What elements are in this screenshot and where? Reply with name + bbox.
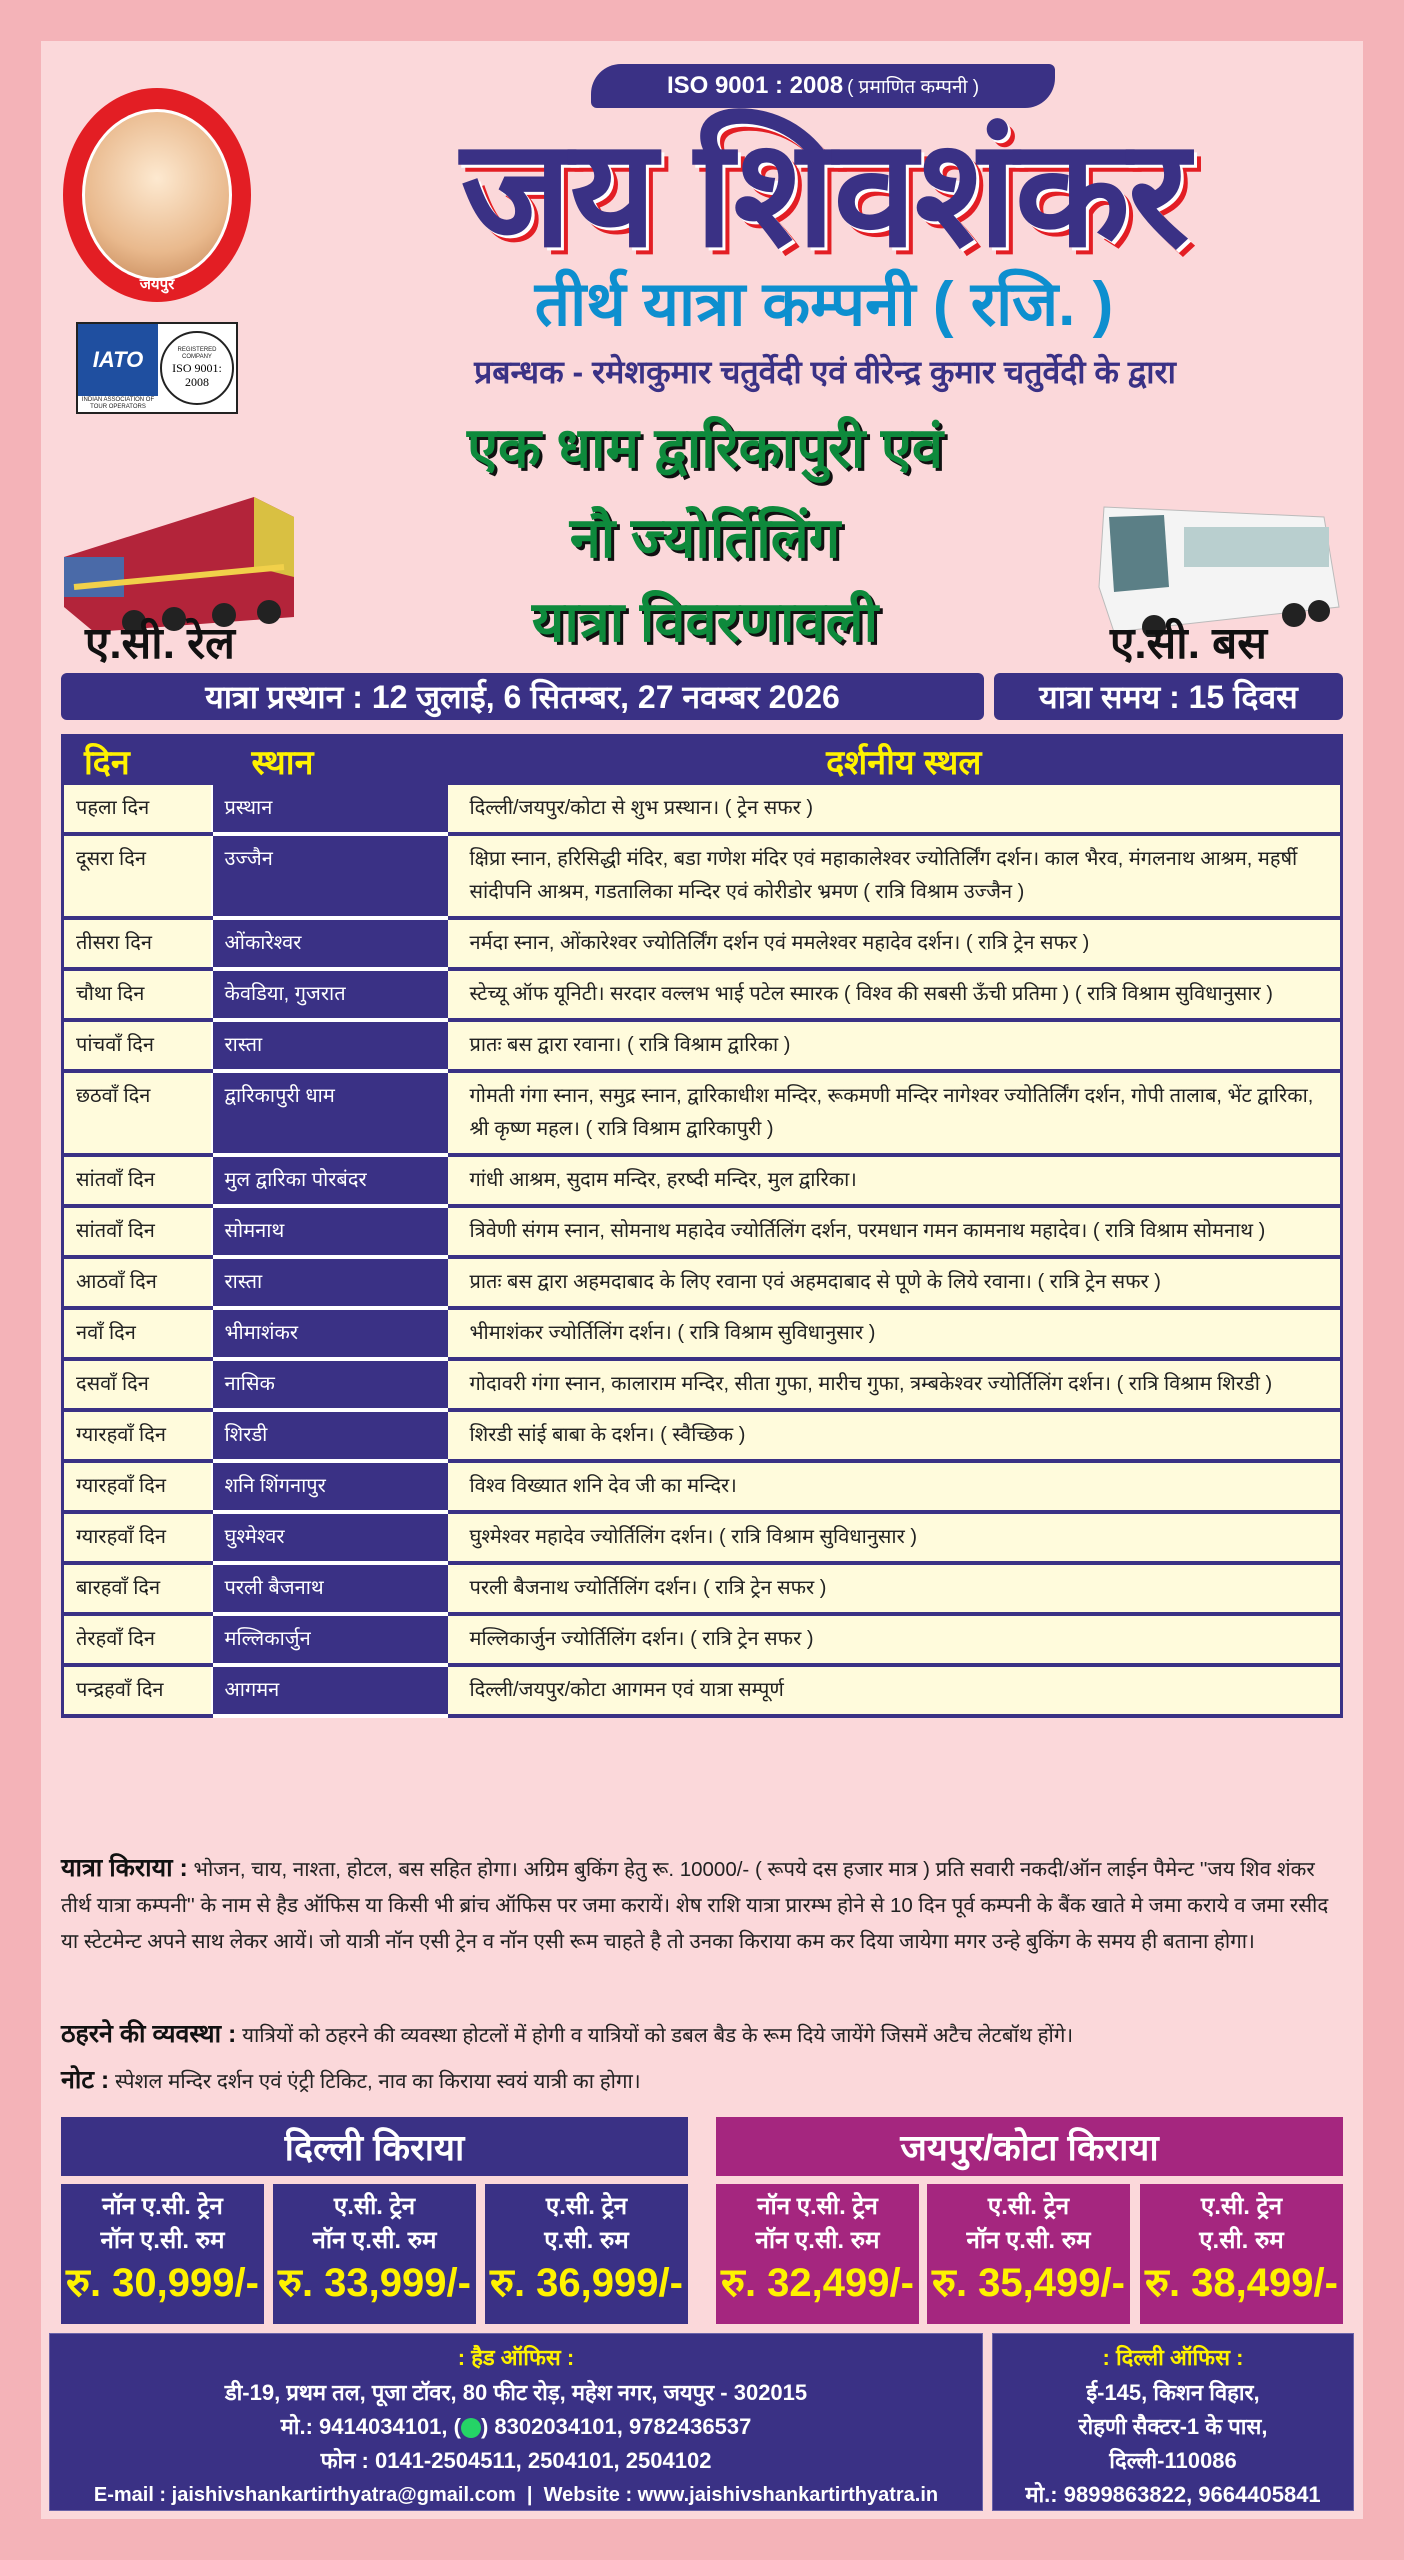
fare-room-type: नॉन ए.सी. रुम [312, 2227, 437, 2254]
place-cell: रास्ता [212, 1257, 448, 1308]
fare-train-type: ए.सी. ट्रेन [987, 2193, 1070, 2220]
place-cell: नासिक [212, 1359, 448, 1410]
jaipur-fare-option [716, 2184, 919, 2324]
delhi-office [992, 2333, 1354, 2511]
place-cell: प्रस्थान [212, 785, 448, 834]
fare-price: रु. 36,999/- [490, 2261, 683, 2305]
place-cell: सोमनाथ [212, 1206, 448, 1257]
sights-cell: प्रातः बस द्वारा रवाना। ( रात्रि विश्राम द्वारिका ) [448, 1020, 1342, 1071]
table-row [63, 1665, 1342, 1716]
iso-badge [591, 64, 1055, 108]
iso-text: ISO 9001 : 2008 [666, 72, 844, 99]
place-cell: भीमाशंकर [212, 1308, 448, 1359]
col-sights: दर्शनीय स्थल [448, 736, 1342, 785]
place-cell: रास्ता [212, 1020, 448, 1071]
heading-line-3: यात्रा विवरणावली [531, 590, 879, 653]
sights-cell: मल्लिकार्जुन ज्योर्तिलिंग दर्शन। ( रात्रि ट्रेन सफर ) [448, 1614, 1342, 1665]
head-office-address: डी-19, प्रथम तल, पूजा टॉवर, 80 फीट रोड़, महेश नगर, जयपुर - 302015 [224, 2380, 808, 2405]
table-row [63, 1461, 1342, 1512]
fare-train-type: ए.सी. ट्रेन [545, 2193, 628, 2220]
fare-train-type: ए.सी. ट्रेन [333, 2193, 416, 2220]
company-logo [63, 88, 251, 302]
day-cell: ग्यारहवाँ दिन [63, 1512, 212, 1563]
place-cell: मल्लिकार्जुन [212, 1614, 448, 1665]
fare-train-type: ए.सी. ट्रेन [1200, 2193, 1283, 2220]
table-row [63, 1359, 1342, 1410]
sights-cell: घुश्मेश्वर महादेव ज्योर्तिलिंग दर्शन। ( रात्रि विश्राम सुविधानुसार ) [448, 1512, 1342, 1563]
place-cell: ओंकारेश्वर [212, 918, 448, 969]
fare-room-type: नॉन ए.सी. रुम [966, 2227, 1091, 2254]
train-icon [54, 487, 314, 637]
delhi-address-1: ई-145, किशन विहार, [1086, 2380, 1260, 2405]
delhi-fare-option [485, 2184, 688, 2324]
delhi-fare-option [61, 2184, 264, 2324]
day-cell: ग्यारहवाँ दिन [63, 1410, 212, 1461]
table-row [63, 1257, 1342, 1308]
fare-room-type: ए.सी. रुम [544, 2227, 629, 2254]
sights-cell: भीमाशंकर ज्योर्तिलिंग दर्शन। ( रात्रि विश्राम सुविधानुसार ) [448, 1308, 1342, 1359]
fare-price: रु. 30,999/- [66, 2261, 259, 2305]
day-cell: ग्यारहवाँ दिन [63, 1461, 212, 1512]
fare-price: रु. 35,499/- [932, 2261, 1125, 2305]
sights-cell: क्षिप्रा स्नान, हरिसिद्धी मंदिर, बडा गणेश मंदिर एवं महाकालेश्वर ज्योतिर्लिंग दर्शन। काल भैरव, मंगलनाथ आश्रम, महर्षी सांदीपनि आश्रम, गडतालिका मन्दिर एवं कोरीडोर भ्रमण ( रात्रि विश्राम उज्जैन ) [448, 834, 1342, 918]
day-cell: दसवाँ दिन [63, 1359, 212, 1410]
sights-cell: दिल्ली/जयपुर/कोटा आगमन एवं यात्रा सम्पूर्ण [448, 1665, 1342, 1716]
sights-cell: नर्मदा स्नान, ओंकारेश्वर ज्योतिर्लिंग दर्शन एवं ममलेश्वर महादेव दर्शन। ( रात्रि ट्रेन सफर ) [448, 918, 1342, 969]
sights-cell: गोमती गंगा स्नान, समुद्र स्नान, द्वारिकाधीश मन्दिर, रूकमणी मन्दिर नागेश्वर ज्योतिर्लिंग दर्शन, गोपी तालाब, भेंट द्वारिका, श्री कृष्ण महल। ( रात्रि विश्राम द्वारिकापुरी ) [448, 1071, 1342, 1155]
day-cell: पहला दिन [63, 785, 212, 834]
deity-image [82, 109, 232, 281]
place-cell: आगमन [212, 1665, 448, 1716]
day-cell: तीसरा दिन [63, 918, 212, 969]
table-row [63, 1071, 1342, 1155]
fare-price: रु. 32,499/- [721, 2261, 914, 2305]
place-cell: शिरडी [212, 1410, 448, 1461]
fare-room-type: ए.सी. रुम [1199, 2227, 1284, 2254]
note-paragraph [61, 2062, 1343, 2100]
day-cell: सांतवाँ दिन [63, 1155, 212, 1206]
manager-line: प्रबन्धक - रमेशकुमार चतुर्वेदी एवं वीरेन्द्र कुमार चतुर्वेदी के द्वारा [474, 354, 1176, 390]
day-cell: पांचवाँ दिन [63, 1020, 212, 1071]
sights-cell: त्रिवेणी संगम स्नान, सोमनाथ महादेव ज्योर्तिलिंग दर्शन, परमधान गमन कामनाथ महादेव। ( रात्रि विश्राम सोमनाथ ) [448, 1206, 1342, 1257]
head-office-phone: फोन : 0141-2504511, 2504101, 2504102 [320, 2448, 712, 2473]
col-place: स्थान [212, 736, 448, 785]
fare-price: रु. 33,999/- [278, 2261, 471, 2305]
day-cell: छठवाँ दिन [63, 1071, 212, 1155]
sights-cell: परली बैजनाथ ज्योर्तिलिंग दर्शन। ( रात्रि ट्रेन सफर ) [448, 1563, 1342, 1614]
sights-cell: स्टेच्यू ऑफ यूनिटी। सरदार वल्लभ भाई पटेल स्मारक ( विश्व की सबसी ऊँची प्रतिमा ) ( रात्रि विश्राम सुविधानुसार ) [448, 969, 1342, 1020]
logo-city: जयपुर [139, 276, 175, 293]
company-title: जय शिवशंकर [460, 109, 1188, 277]
note-label: नोट : [61, 2066, 110, 2094]
email-link[interactable]: E-mail : jaishivshankartirthyatra@gmail.com [93, 2484, 516, 2506]
day-cell: आठवाँ दिन [63, 1257, 212, 1308]
delhi-mobile: मो.: 9899863822, 9664405841 [1025, 2482, 1321, 2507]
fare-label: यात्रा किराया : [61, 1854, 188, 1882]
table-row [63, 918, 1342, 969]
place-cell: द्वारिकापुरी धाम [212, 1071, 448, 1155]
sights-cell: गोदावरी गंगा स्नान, कालाराम मन्दिर, सीता गुफा, मारीच गुफा, त्रम्बकेश्वर ज्योर्तिलिंग दर्शन। ( रात्रि विश्राम शिरडी ) [448, 1359, 1342, 1410]
trip-duration: यात्रा समय : 15 दिवस [994, 673, 1343, 720]
iato-caption: INDIAN ASSOCIATION OF TOUR OPERATORS [78, 396, 158, 412]
fare-paragraph [61, 1850, 1343, 1960]
sights-cell: प्रातः बस द्वारा अहमदाबाद के लिए रवाना एवं अहमदाबाद से पूणे के लिये रवाना। ( रात्रि ट्रेन सफर ) [448, 1257, 1342, 1308]
iato-logo: IATO [78, 324, 158, 396]
sights-cell: शिरडी सांई बाबा के दर्शन। ( स्वैच्छिक ) [448, 1410, 1342, 1461]
table-row [63, 1410, 1342, 1461]
ac-rail-label: ए.सी. रेल [85, 619, 235, 668]
heading-line-1: एक धाम द्वारिकापुरी एवं [466, 416, 944, 479]
mobile-text: मो.: 9414034101, ( [280, 2414, 461, 2439]
table-row [63, 1020, 1342, 1071]
bus-icon [1074, 487, 1344, 637]
table-row [63, 785, 1342, 834]
iso-subtext: ( प्रमाणित कम्पनी ) [847, 77, 980, 98]
table-row [63, 1155, 1342, 1206]
day-cell: नवाँ दिन [63, 1308, 212, 1359]
sights-cell: दिल्ली/जयपुर/कोटा से शुभ प्रस्थान। ( ट्रेन सफर ) [448, 785, 1342, 834]
fare-price: रु. 38,499/- [1145, 2261, 1338, 2305]
place-cell: केवडिया, गुजरात [212, 969, 448, 1020]
fare-room-type: नॉन ए.सी. रुम [755, 2227, 880, 2254]
head-office-mobile [50, 2410, 982, 2444]
table-row [63, 834, 1342, 918]
table-row [63, 1614, 1342, 1665]
departure-dates: यात्रा प्रस्थान : 12 जुलाई, 6 सितम्बर, 27 नवम्बर 2026 [61, 673, 984, 720]
delhi-address-2: रोहणी सैक्टर-1 के पास, [1078, 2414, 1268, 2439]
place-cell: उज्जैन [212, 834, 448, 918]
jaipur-fare-option [927, 2184, 1130, 2324]
mobile-text-rest: ) 8302034101, 9782436537 [480, 2414, 752, 2439]
website-link[interactable]: Website : www.jaishivshankartirthyatra.in [543, 2484, 939, 2506]
day-cell: चौथा दिन [63, 969, 212, 1020]
delhi-address-3: दिल्ली-110086 [1109, 2448, 1237, 2473]
jaipur-fare-title: जयपुर/कोटा किराया [716, 2117, 1343, 2176]
day-cell: बारहवाँ दिन [63, 1563, 212, 1614]
stay-paragraph [61, 2016, 1343, 2054]
heading-line-2: नौ ज्योर्तिलिंग [569, 506, 841, 569]
fare-train-type: नॉन ए.सी. ट्रेन [102, 2193, 223, 2220]
table-row [63, 1512, 1342, 1563]
fare-train-type: नॉन ए.सी. ट्रेन [757, 2193, 878, 2220]
table-header [63, 736, 1342, 785]
sights-cell: गांधी आश्रम, सुदाम मन्दिर, हरष्दी मन्दिर, मुल द्वारिका। [448, 1155, 1342, 1206]
delhi-office-title: : दिल्ली ऑफिस : [1102, 2345, 1244, 2370]
day-cell: पन्द्रहवाँ दिन [63, 1665, 212, 1716]
iso-seal [160, 331, 234, 405]
col-day: दिन [63, 736, 212, 785]
fare-room-type: नॉन ए.सी. रुम [100, 2227, 225, 2254]
day-cell: सांतवाँ दिन [63, 1206, 212, 1257]
itinerary-table [61, 734, 1343, 1718]
contact-line: E-mail : jaishivshankartirthyatra@gmail.com | Website : www.jaishivshankartirthyatra.in [93, 2484, 939, 2506]
ac-bus-label: ए.सी. बस [1110, 619, 1268, 668]
stay-text: यात्रियों को ठहरने की व्यवस्था होटलों में होगी व यात्रियों को डबल बैड के रूम दिये जायेंगे जिसमें अटैच लेटबॉथ होंगे। [242, 2024, 1074, 2047]
place-cell: परली बैजनाथ [212, 1563, 448, 1614]
table-row [63, 1563, 1342, 1614]
jaipur-fare-option [1140, 2184, 1343, 2324]
fare-text: भोजन, चाय, नाश्ता, होटल, बस सहित होगा। अग्रिम बुकिंग हेतु रू. 10000/- ( रूपये दस हजार मात्र ) प्रति सवारी नकदी/ऑन लाईन पैमेन्ट ''जय शिव शंकर तीर्थ यात्रा कम्पनी'' के नाम से हैड ऑफिस या किसी भी ब्रांच ऑफिस पर जमा करायें। शेष राशि यात्रा प्रारम्भ होने से 10 दिन पूर्व कम्पनी के बैंक खाते मे जमा कराये व जमा रसीद या स्टेटमेन्ट अपने साथ लेकर आयें। जो यात्री नॉन एसी ट्रेन व नॉन एसी रूम चाहते है तो उनका किराया कम कर दिया जायेगा मगर उन्हे बुकिंग के समय ही बताना होगा। [61, 1858, 1329, 1953]
iato-iso-logo [76, 322, 238, 414]
delhi-fare-option [273, 2184, 476, 2324]
table-row [63, 1206, 1342, 1257]
iso-seal-text: ISO 9001: 2008 [172, 361, 222, 389]
day-cell: तेरहवाँ दिन [63, 1614, 212, 1665]
sights-cell: विश्व विख्यात शनि देव जी का मन्दिर। [448, 1461, 1342, 1512]
place-cell: मुल द्वारिका पोरबंदर [212, 1155, 448, 1206]
stay-label: ठहरने की व्यवस्था : [61, 2020, 237, 2048]
whatsapp-icon [461, 2418, 481, 2438]
company-subtitle: तीर्थ यात्रा कम्पनी ( रजि. ) [534, 270, 1114, 339]
place-cell: शनि शिंगनापुर [212, 1461, 448, 1512]
table-row [63, 969, 1342, 1020]
delhi-fare-title: दिल्ली किराया [61, 2117, 688, 2176]
iso-seal-ring-text: REGISTERED COMPANY [177, 347, 217, 360]
day-cell: दूसरा दिन [63, 834, 212, 918]
place-cell: घुश्मेश्वर [212, 1512, 448, 1563]
head-office-title: : हैड ऑफिस : [457, 2345, 575, 2370]
note-text: स्पेशल मन्दिर दर्शन एवं एंट्री टिकिट, नाव का किराया स्वयं यात्री का होगा। [114, 2070, 641, 2093]
table-row [63, 1308, 1342, 1359]
head-office [49, 2333, 983, 2511]
